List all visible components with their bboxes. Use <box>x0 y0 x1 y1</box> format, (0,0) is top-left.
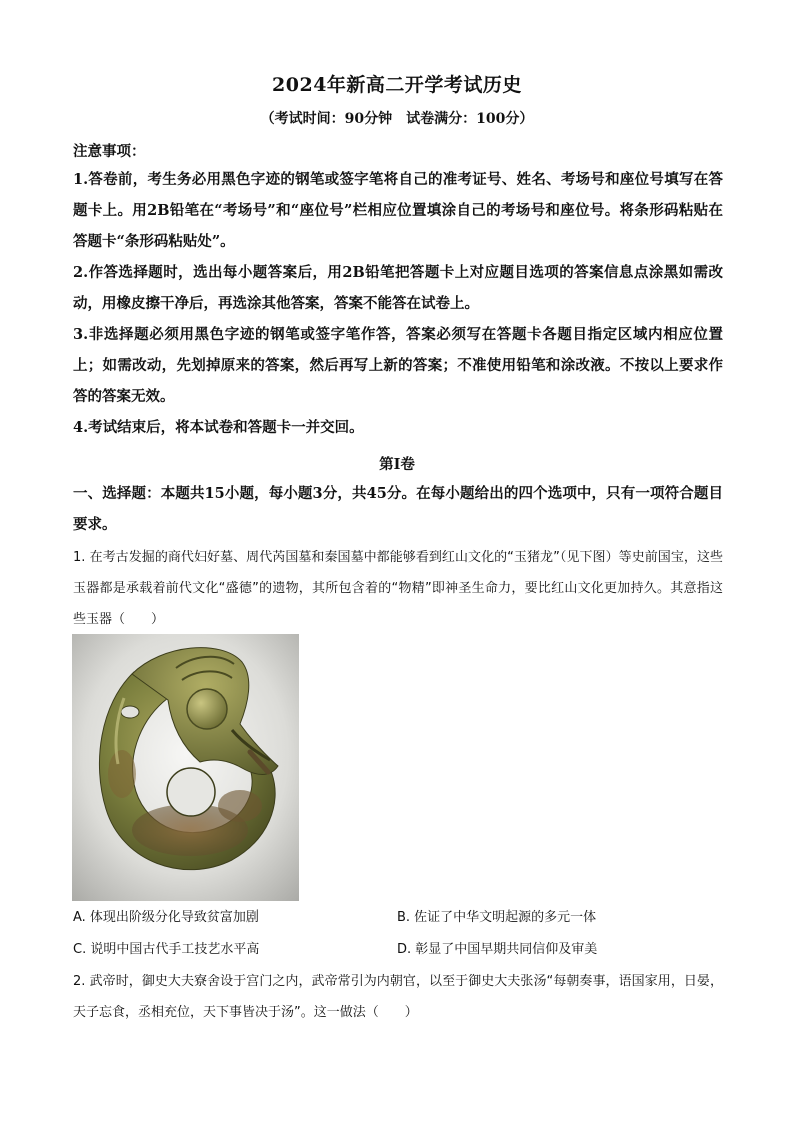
notes-block <box>73 138 723 443</box>
question-1-option-a: A. 体现出阶级分化导致贫富加剧 <box>73 910 259 925</box>
exam-title: 2024年新高二开学考试历史 <box>272 74 522 96</box>
question-2-stem: 2. 武帝时，御史大夫寮舍设于宫门之内，武帝常引为内朝官，以至于御史大夫张汤“每朝奏事，语国家用，日晏，天子忘食，丞相充位，天下事皆决于汤”。这一做法（ ） <box>73 974 723 1020</box>
note-item-1: 1.答卷前，考生务必用黑色字迹的钢笔或签字笔将自己的准考证号、姓名、考场号和座位号填写在答题卡上。用2B铅笔在“考场号”和“座位号”栏相应位置填涂自己的考场号和座位号。将条形码粘贴在答题卡“条形码粘贴处”。 <box>73 171 723 250</box>
note-item-2: 2.作答选择题时，选出每小题答案后，用2B铅笔把答题卡上对应题目选项的答案信息点涂黑如需改动，用橡皮擦干净后，再选涂其他答案，答案不能答在试卷上。 <box>73 264 723 312</box>
section-instructions: 一、选择题：本题共15小题，每小题3分，共45分。在每小题给出的四个选项中，只有一项符合题目要求。 <box>73 485 723 533</box>
jade-pig-dragon-image <box>72 634 299 901</box>
notes-heading: 注意事项： <box>73 143 146 160</box>
question-1-option-d: D. 彰显了中国早期共同信仰及审美 <box>397 942 598 957</box>
question-1-option-c: C. 说明中国古代手工技艺水平高 <box>73 942 260 957</box>
note-item-3: 3.非选择题必须用黑色字迹的钢笔或签字笔作答，答案必须写在答题卡各题目指定区域内相应位置上；如需改动，先划掉原来的答案，然后再写上新的答案；不准使用铅笔和涂改液。不按以上要求作答的答案无效。 <box>73 326 723 405</box>
question-1-option-b: B. 佐证了中华文明起源的多元一体 <box>397 910 597 925</box>
section-label: 第Ⅰ卷 <box>379 456 415 473</box>
note-item-4: 4.考试结束后，将本试卷和答题卡一并交回。 <box>73 419 364 436</box>
question-1-stem: 1. 在考古发掘的商代妇好墓、周代芮国墓和秦国墓中都能够看到红山文化的“玉猪龙”（见下图）等史前国宝，这些玉器都是承载着前代文化“盛德”的遗物，其所包含着的“物精”即神圣生命力，要比红山文化更加持久。其意指这些玉器（ ） <box>73 550 723 627</box>
exam-subtitle: （考试时间：90分钟 试卷满分：100分） <box>260 111 534 127</box>
